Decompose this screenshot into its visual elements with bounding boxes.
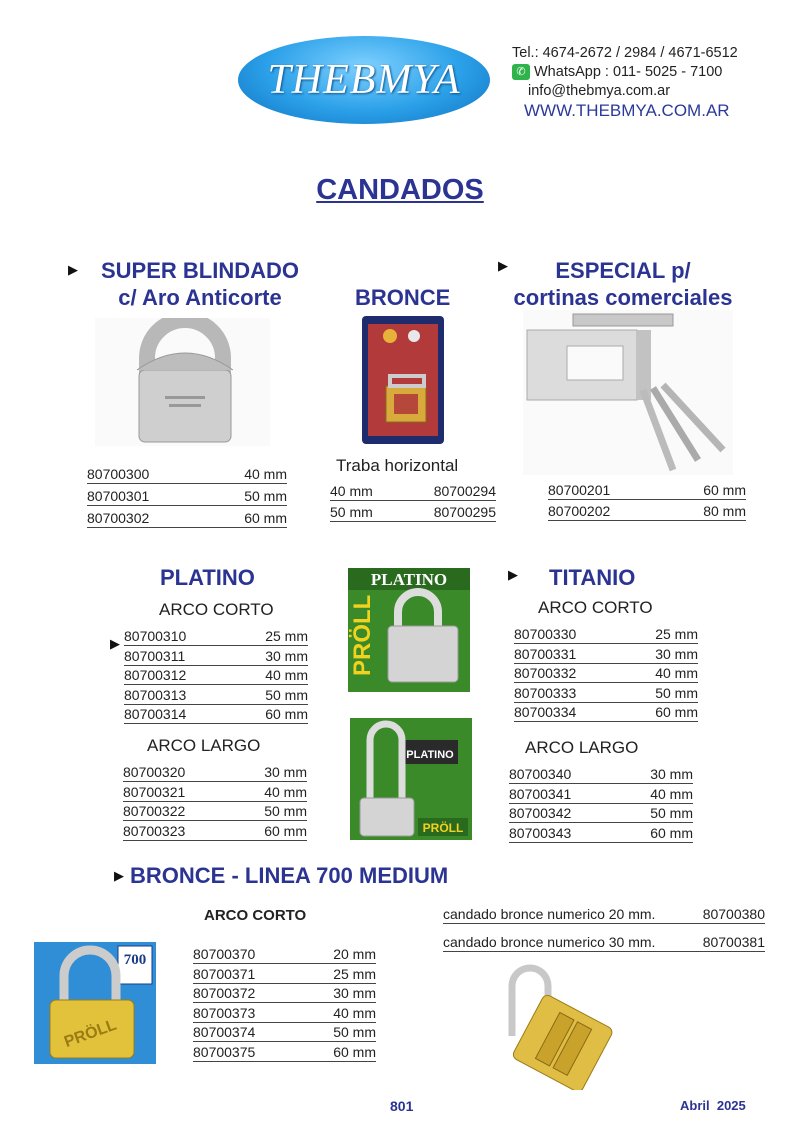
table-cell-first: 50 mm <box>330 504 373 520</box>
table-row <box>193 1043 376 1062</box>
table-cell-second: 60 mm <box>244 510 287 526</box>
table-cell-second: 80 mm <box>703 503 746 519</box>
table-cell-second: 50 mm <box>244 488 287 504</box>
table-row <box>124 647 308 666</box>
table-cell-second: 25 mm <box>655 626 698 642</box>
table-cell-first: 40 mm <box>330 483 373 499</box>
table-cell-second: 60 mm <box>655 704 698 720</box>
table-row <box>514 684 698 703</box>
table-cell-second: 40 mm <box>264 783 307 800</box>
table-cell-first: 80700202 <box>548 503 611 519</box>
table-cell-first: 80700201 <box>548 482 611 498</box>
titanio-arco-largo-label: ARCO LARGO <box>525 738 639 757</box>
super-blindado-lock-image <box>95 318 270 446</box>
medium-lock-image <box>34 942 156 1064</box>
table-row <box>330 503 496 522</box>
table-cell-second: 30 mm <box>265 647 308 664</box>
table-cell-first: 80700311 <box>124 647 186 664</box>
table-row <box>548 481 746 500</box>
table-row <box>124 666 308 685</box>
contact-whatsapp <box>512 63 722 81</box>
table-cell-first: 80700342 <box>509 805 572 821</box>
table-cell-second: 30 mm <box>655 645 698 662</box>
numeric-lock-image <box>490 962 625 1090</box>
platino-long-lock-image <box>350 718 472 840</box>
table-cell-second: 30 mm <box>333 985 376 1001</box>
platino-arco-corto-label: ARCO CORTO <box>159 600 274 619</box>
table-cell-second: 50 mm <box>655 684 698 701</box>
page-number: 801 <box>390 1098 414 1114</box>
table-cell-first: 80700370 <box>193 946 256 962</box>
table-row <box>509 804 693 823</box>
table-cell-second: 80700294 <box>433 483 496 499</box>
table-cell-first: 80700321 <box>123 783 186 800</box>
table-row <box>443 905 765 924</box>
table-cell-first: 80700322 <box>123 803 186 819</box>
table-cell-first: 80700330 <box>514 626 577 642</box>
contact-website[interactable]: WWW.THEBMYA.COM.AR <box>524 101 730 120</box>
whatsapp-icon: ✆ <box>512 64 530 80</box>
titanio-arco-corto-label: ARCO CORTO <box>538 598 653 617</box>
section-title-line: ESPECIAL p/ <box>555 258 691 283</box>
table-cell-second: 30 mm <box>264 764 307 780</box>
table-cell-first: 80700341 <box>509 785 572 802</box>
table-row <box>124 627 308 646</box>
platino-image-label: PLATINO <box>406 749 454 761</box>
contact-phone: Tel.: 4674-2672 / 2984 / 4671-6512 <box>512 45 738 61</box>
especial-lock-image <box>523 310 733 475</box>
table-row <box>443 933 765 952</box>
section-title-bronce: BRONCE <box>355 285 451 310</box>
table-cell-second: 25 mm <box>265 628 308 644</box>
platino-arco-largo-label: ARCO LARGO <box>147 736 261 755</box>
table-row <box>124 686 308 705</box>
platino-short-lock-image <box>348 568 470 692</box>
proll-image-brand: PRÖLL <box>62 1016 119 1052</box>
table-cell-first: 80700301 <box>87 488 150 504</box>
table-row <box>124 705 308 724</box>
table-cell-second: 60 mm <box>650 824 693 841</box>
table-cell-first: 80700332 <box>514 665 577 681</box>
whatsapp-number: WhatsApp : 011- 5025 - 7100 <box>534 64 723 80</box>
table-row <box>193 965 376 984</box>
section-title-line: cortinas comerciales <box>513 285 733 310</box>
table-row <box>193 945 376 964</box>
table-cell-second: 80700295 <box>433 504 496 520</box>
section-title-especial <box>498 257 748 311</box>
bullet-arrow-icon: ▶ <box>508 567 518 582</box>
table-cell-second: 40 mm <box>333 1004 376 1021</box>
table-cell-second: 60 mm <box>264 822 307 839</box>
footer-date: Abril 2025 <box>680 1098 746 1113</box>
table-row <box>123 763 307 782</box>
table-cell-second: 20 mm <box>333 946 376 962</box>
table-cell-second: 25 mm <box>333 965 376 982</box>
proll-image-brand: PRÖLL <box>422 821 464 835</box>
table-cell-first: 80700313 <box>124 686 187 703</box>
section-title-super-blindado <box>80 257 320 311</box>
table-row <box>193 1004 376 1023</box>
table-cell-first: 80700343 <box>509 824 572 841</box>
table-row <box>193 1023 376 1042</box>
table-cell-first: 80700373 <box>193 1004 256 1021</box>
medium-arco-corto-label: ARCO CORTO <box>204 907 307 924</box>
table-row <box>87 487 287 506</box>
bronce-lock-image <box>362 316 444 444</box>
table-cell-second: 30 mm <box>650 766 693 782</box>
table-row <box>193 984 376 1003</box>
bullet-arrow-icon: ▶ <box>498 258 508 273</box>
bullet-arrow-icon: ▶ <box>114 868 124 883</box>
table-cell-first: 80700334 <box>514 704 577 720</box>
table-row <box>514 625 698 644</box>
table-cell-first: 80700375 <box>193 1043 256 1060</box>
table-row <box>509 765 693 784</box>
table-cell-first: 80700310 <box>124 628 187 644</box>
table-cell-second: 60 mm <box>333 1043 376 1060</box>
table-cell-second: 40 mm <box>244 466 287 482</box>
table-cell-first: candado bronce numerico 30 mm. <box>443 934 656 950</box>
table-cell-first: 80700302 <box>87 510 150 526</box>
table-cell-second: 40 mm <box>265 667 308 683</box>
bronce-subtitle: Traba horizontal <box>336 456 459 475</box>
table-row <box>123 802 307 821</box>
table-row <box>509 824 693 843</box>
table-cell-first: 80700333 <box>514 684 577 701</box>
table-cell-second: 60 mm <box>703 482 746 498</box>
table-cell-first: 80700372 <box>193 985 256 1001</box>
proll-image-brand: PRÖLL <box>349 594 376 676</box>
medium-badge: 700 <box>123 952 147 968</box>
table-cell-second: 50 mm <box>265 686 308 703</box>
table-cell-second: 80700380 <box>702 906 765 922</box>
table-cell-first: 80700371 <box>193 965 256 982</box>
table-cell-second: 40 mm <box>655 665 698 681</box>
section-title-line: c/ Aro Anticorte <box>118 285 282 310</box>
platino-image-label: PLATINO <box>370 570 448 589</box>
section-title-medium: BRONCE - LINEA 700 MEDIUM <box>130 863 449 888</box>
table-cell-first: candado bronce numerico 20 mm. <box>443 906 656 922</box>
table-cell-first: 80700314 <box>124 706 187 722</box>
bullet-arrow-icon: ▶ <box>110 636 120 651</box>
table-cell-second: 50 mm <box>650 805 693 821</box>
table-row <box>548 502 746 521</box>
table-row <box>330 482 496 501</box>
table-cell-first: 80700374 <box>193 1024 256 1040</box>
section-title-titanio: TITANIO <box>549 565 636 590</box>
table-cell-first: 80700300 <box>87 466 150 482</box>
table-row <box>514 645 698 664</box>
table-cell-second: 60 mm <box>265 706 308 722</box>
table-row <box>123 783 307 802</box>
table-cell-second: 40 mm <box>650 785 693 802</box>
table-cell-first: 80700323 <box>123 822 186 839</box>
table-cell-first: 80700312 <box>124 667 187 683</box>
table-cell-first: 80700331 <box>514 645 577 662</box>
bullet-arrow-icon: ▶ <box>68 262 78 277</box>
table-row <box>509 785 693 804</box>
table-row <box>514 664 698 683</box>
table-cell-second: 50 mm <box>264 803 307 819</box>
page-title: CANDADOS <box>316 174 484 206</box>
section-title-platino: PLATINO <box>160 565 255 590</box>
table-cell-first: 80700320 <box>123 764 186 780</box>
table-cell-second: 80700381 <box>702 934 765 950</box>
section-title-line: SUPER BLINDADO <box>100 258 299 283</box>
table-row <box>514 703 698 722</box>
table-cell-second: 50 mm <box>333 1024 376 1040</box>
contact-email[interactable]: info@thebmya.com.ar <box>528 83 671 99</box>
logo-text: THEBMYA <box>267 57 461 103</box>
company-logo <box>238 36 490 124</box>
table-cell-first: 80700340 <box>509 766 572 782</box>
table-row <box>123 822 307 841</box>
table-row <box>87 465 287 484</box>
table-row <box>87 509 287 528</box>
